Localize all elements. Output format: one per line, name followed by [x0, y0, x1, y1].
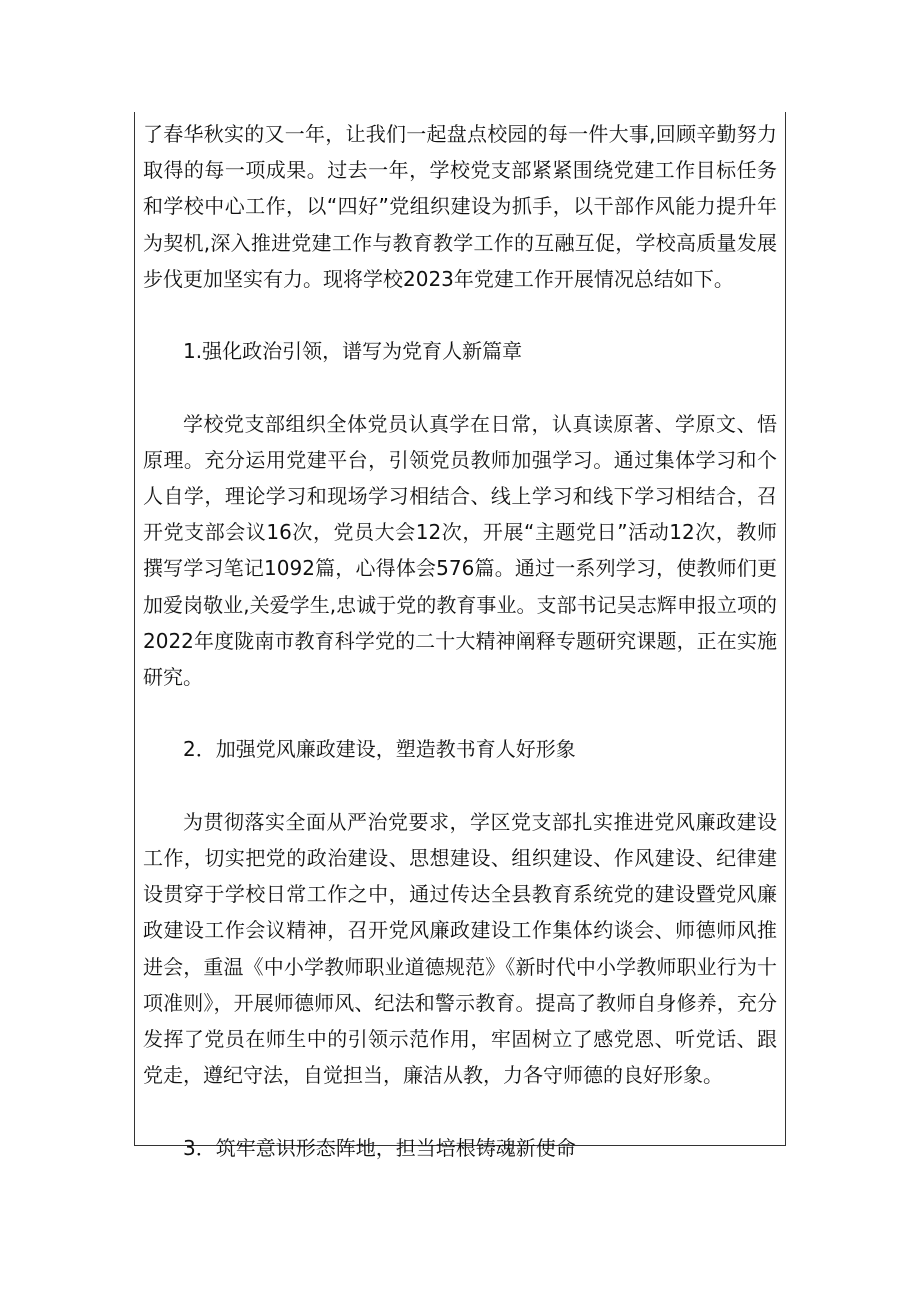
- intro-paragraph: 了春华秋实的又一年，让我们一起盘点校园的每一件大事,回顾辛勤努力取得的每一项成果。过去一年，学校党支部紧紧围绕党建工作目标任务和学校中心工作，以“四好”党组织建设为抓手，以干部作风能力提升年为契机,深入推进党建工作与教育教学工作的互融互促，学校高质量发展步伐更加坚实有力。现将学校2023年党建工作开展情况总结如下。: [143, 122, 777, 291]
- paragraph-gap: [143, 369, 777, 405]
- section-heading-1: 1.强化政治引领，谱写为党育人新篇章: [183, 339, 523, 364]
- section-heading-3: 3．筑牢意识形态阵地，担当培根铸魂新使命: [183, 1135, 576, 1160]
- paragraph-gap: [143, 695, 777, 731]
- paragraph-gap: [143, 1093, 777, 1129]
- section-1-paragraph: 学校党支部组织全体党员认真学在日常，认真读原著、学原文、悟原理。充分运用党建平台，引领党员教师加强学习。通过集体学习和个人自学，理论学习和现场学习相结合、线上学习和线下学习相结合，召开党支部会议16次，党员大会12次，开展“主题党日”活动12次，教师撰写学习笔记1092篇，心得体会576篇。通过一系列学习，使教师们更加爱岗敬业,关爱学生,忠诚于党的教育事业。支部书记吴志辉申报立项的2022年度陇南市教育科学党的二十大精神阐释专题研究课题，正在实施研究。: [143, 411, 777, 690]
- section-heading-2: 2．加强党风廉政建设，塑造教书育人好形象: [183, 737, 576, 762]
- paragraph-gap: [143, 768, 777, 804]
- section-2-paragraph: 为贯彻落实全面从严治党要求，学区党支部扎实推进党风廉政建设工作，切实把党的政治建设、思想建设、组织建设、作风建设、纪律建设贯穿于学校日常工作之中，通过传达全县教育系统党的建设暨党风廉政建设工作会议精神，召开党风廉政建设工作集体约谈会、师德师风推进会，重温《中小学教师职业道德规范》《新时代中小学教师职业行为十项准则》，开展师德师风、纪法和警示教育。提高了教师自身修养，充分发挥了党员在师生中的引领示范作用，牢固树立了感党恩、听党话、跟党走，遵纪守法，自觉担当，廉洁从教，力各守师德的良好形象。: [143, 809, 777, 1088]
- page-frame: [134, 112, 786, 1160]
- paragraph-gap: [143, 297, 777, 333]
- document-body: [143, 116, 777, 1166]
